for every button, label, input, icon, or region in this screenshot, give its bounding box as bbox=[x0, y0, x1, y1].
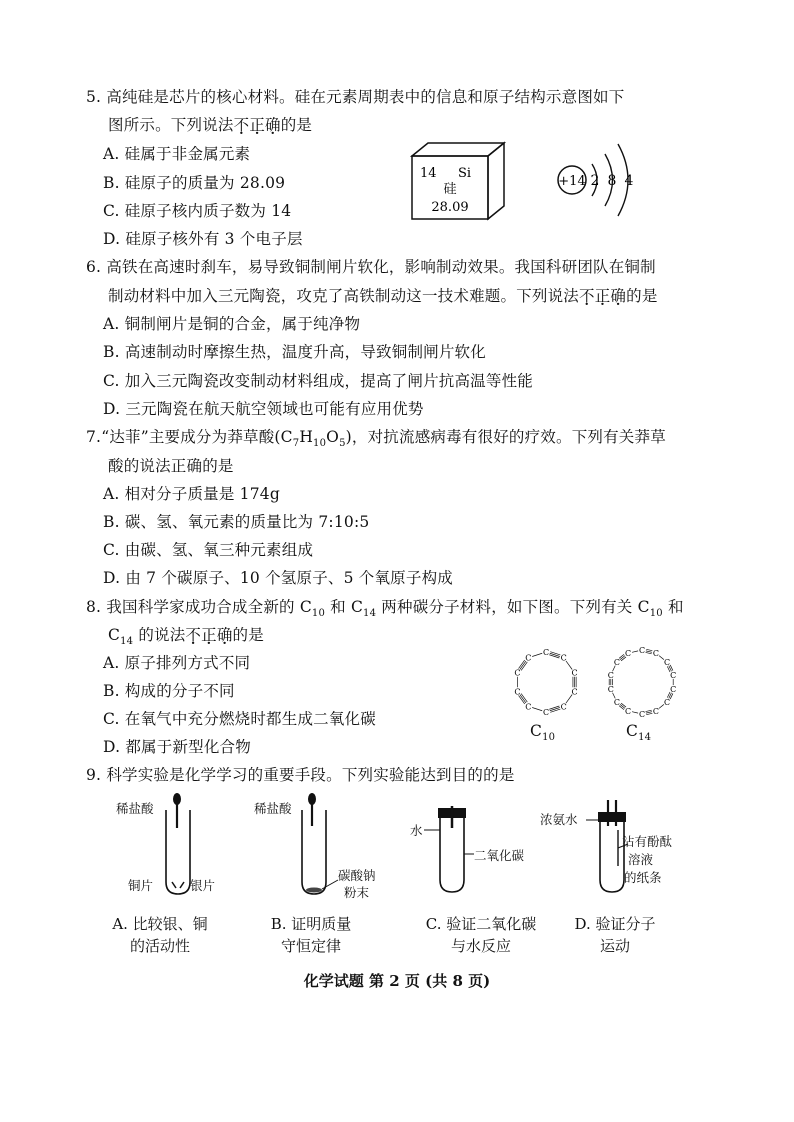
exp-b-top-label: 稀盐酸 bbox=[254, 801, 292, 816]
q5-option-b: B. 硅原子的质量为 28.09 bbox=[103, 174, 286, 192]
element-mass: 28.09 bbox=[431, 200, 469, 215]
q8-option-d: D. 都属于新型化合物 bbox=[103, 738, 251, 756]
carbon-atom: C bbox=[607, 685, 614, 695]
exp-b-right-label-1: 碳酸钠 bbox=[338, 868, 376, 883]
carbon-atom: C bbox=[638, 646, 646, 655]
page-footer: 化学试题 第 2 页 (共 8 页) bbox=[303, 972, 491, 990]
shell-3-electrons: 4 bbox=[624, 173, 634, 189]
q6-option-b: B. 高速制动时摩擦生热，温度升高，导致铜制闸片软化 bbox=[103, 343, 486, 361]
carbon-atom: C bbox=[571, 687, 578, 697]
bond-line bbox=[550, 709, 560, 712]
bond-line bbox=[646, 649, 652, 650]
carbon-atom: C bbox=[670, 685, 677, 695]
exp-a-right-label: 银片 bbox=[190, 878, 216, 893]
c10-ring-diagram bbox=[502, 642, 590, 730]
bond-line bbox=[632, 651, 638, 652]
bond-line bbox=[646, 652, 652, 653]
exp-b-caption: B. 证明质量 守恒定律 bbox=[270, 915, 352, 955]
carbon-atom: C bbox=[613, 658, 621, 668]
carbon-atom: C bbox=[571, 668, 578, 678]
q6-option-d: D. 三元陶瓷在航天航空领域也可能有应用优势 bbox=[103, 400, 424, 418]
bond-line bbox=[550, 653, 560, 656]
q5-option-a: A. 硅属于非金属元素 bbox=[103, 145, 251, 163]
carbon-atom: C bbox=[670, 670, 677, 680]
q5-line2: 图所示。下列说法不正确的是 bbox=[108, 116, 313, 134]
bond-line bbox=[532, 653, 542, 656]
carbon-atom: C bbox=[652, 649, 659, 659]
carbon-atom: C bbox=[560, 702, 567, 712]
q7-option-d: D. 由 7 个碳原子、10 个氢原子、5 个氧原子构成 bbox=[103, 569, 453, 587]
carbon-atom: C bbox=[625, 706, 632, 716]
bond-line bbox=[549, 706, 559, 709]
exp-d-caption: D. 验证分子 运动 bbox=[574, 915, 656, 955]
atom-structure-diagram bbox=[550, 138, 650, 224]
exp-d-right-label-1: 沾有酚酞 bbox=[622, 834, 673, 849]
periodic-table-cell bbox=[408, 140, 508, 222]
bond-line bbox=[646, 710, 652, 711]
q9-line1: 9. 科学实验是化学学习的重要手段。下列实验能达到目的的是 bbox=[86, 766, 515, 784]
shell-1-electrons: 2 bbox=[590, 173, 600, 189]
q6-option-c: C. 加入三元陶瓷改变制动材料组成，提高了闸片抗高温等性能 bbox=[103, 372, 533, 390]
element-symbol: Si bbox=[458, 166, 472, 181]
bond-line bbox=[646, 712, 652, 713]
exp-b-right-label-2: 粉末 bbox=[344, 885, 370, 900]
carbon-atom: C bbox=[652, 706, 659, 716]
q6-option-a: A. 铜制闸片是铜的合金，属于纯净物 bbox=[103, 315, 361, 333]
carbon-atom: C bbox=[625, 649, 632, 659]
bond-line bbox=[549, 655, 559, 658]
bond-line bbox=[550, 708, 560, 711]
q6-line1: 6. 高铁在高速时刹车，易导致铜制闸片软化，影响制动效果。我国科研团队在铜制 bbox=[86, 258, 656, 276]
carbon-atom: C bbox=[560, 653, 567, 663]
carbon-atom: C bbox=[607, 670, 614, 680]
carbon-atom: C bbox=[514, 687, 521, 697]
q5-option-d: D. 硅原子核外有 3 个电子层 bbox=[103, 230, 303, 248]
q5-option-c: C. 硅原子核内质子数为 14 bbox=[103, 202, 292, 220]
bond-line bbox=[532, 708, 542, 711]
exp-d-right-label-3: 的纸条 bbox=[624, 870, 662, 885]
q7-option-c: C. 由碳、氢、氧三种元素组成 bbox=[103, 541, 314, 559]
q8-option-c: C. 在氧气中充分燃烧时都生成二氧化碳 bbox=[103, 710, 376, 728]
carbon-atom: C bbox=[514, 668, 521, 678]
carbon-atom: C bbox=[613, 697, 621, 707]
exp-a-top-label: 稀盐酸 bbox=[116, 801, 154, 816]
exp-d-left-label: 浓氨水 bbox=[540, 812, 578, 827]
q8-option-b: B. 构成的分子不同 bbox=[103, 682, 235, 700]
q7-option-a: A. 相对分子质量是 174g bbox=[103, 485, 280, 503]
exp-a-left-label: 铜片 bbox=[128, 878, 154, 893]
bond-line bbox=[646, 651, 652, 652]
shell-2-electrons: 8 bbox=[607, 173, 617, 189]
exp-c-caption: C. 验证二氧化碳 与水反应 bbox=[425, 915, 537, 955]
nucleus-charge: +14 bbox=[558, 174, 586, 189]
q8-line2: $C_{14}$ 的说法不正确的是 bbox=[108, 626, 264, 648]
carbon-atom: C bbox=[663, 658, 671, 668]
experiment-b-apparatus bbox=[290, 790, 350, 900]
carbon-atom: C bbox=[525, 653, 532, 663]
c14-ring-diagram bbox=[598, 642, 686, 730]
bond-line bbox=[632, 712, 638, 713]
q8-line1: 8. 我国科学家成功合成全新的 $C_{10}$ 和 $C_{14}$ 两种碳分子材料，如下图。下列有关 $C_{10}$ 和 bbox=[86, 598, 684, 620]
bond-line bbox=[646, 713, 652, 714]
bond-line bbox=[550, 652, 560, 655]
carbon-atom: C bbox=[638, 710, 646, 719]
q6-line2: 制动材料中加入三元陶瓷，攻克了高铁制动这一技术难题。下列说法不正确的是 bbox=[108, 287, 658, 305]
carbon-atom: C bbox=[542, 648, 550, 657]
exp-c-left-label: 水 bbox=[410, 823, 423, 838]
c10-caption: $C_{10}$ bbox=[530, 722, 556, 744]
carbon-atom: C bbox=[663, 697, 671, 707]
c14-caption: $C_{14}$ bbox=[626, 722, 652, 744]
exp-a-caption: A. 比较银、铜 的活动性 bbox=[112, 915, 208, 955]
element-number: 14 bbox=[420, 166, 437, 181]
exp-d-right-label-2: 溶液 bbox=[628, 852, 654, 867]
q8-option-a: A. 原子排列方式不同 bbox=[103, 654, 251, 672]
q5-line1: 5. 高纯硅是芯片的核心材料。硅在元素周期表中的信息和原子结构示意图如下 bbox=[86, 88, 625, 106]
carbon-atom: C bbox=[525, 702, 532, 712]
q7-option-b: B. 碳、氢、氧元素的质量比为 7:10:5 bbox=[103, 513, 370, 531]
carbon-atom: C bbox=[542, 708, 550, 717]
element-name: 硅 bbox=[443, 182, 457, 197]
q7-line2: 酸的说法正确的是 bbox=[108, 457, 234, 475]
exp-c-right-label: 二氧化碳 bbox=[474, 848, 525, 863]
q7-line1: 7.“达菲”主要成分为莽草酸$(C_7H_{10}O_5)$，对抗流感病毒有很好的疗效。下列有关莽草 bbox=[86, 428, 666, 450]
